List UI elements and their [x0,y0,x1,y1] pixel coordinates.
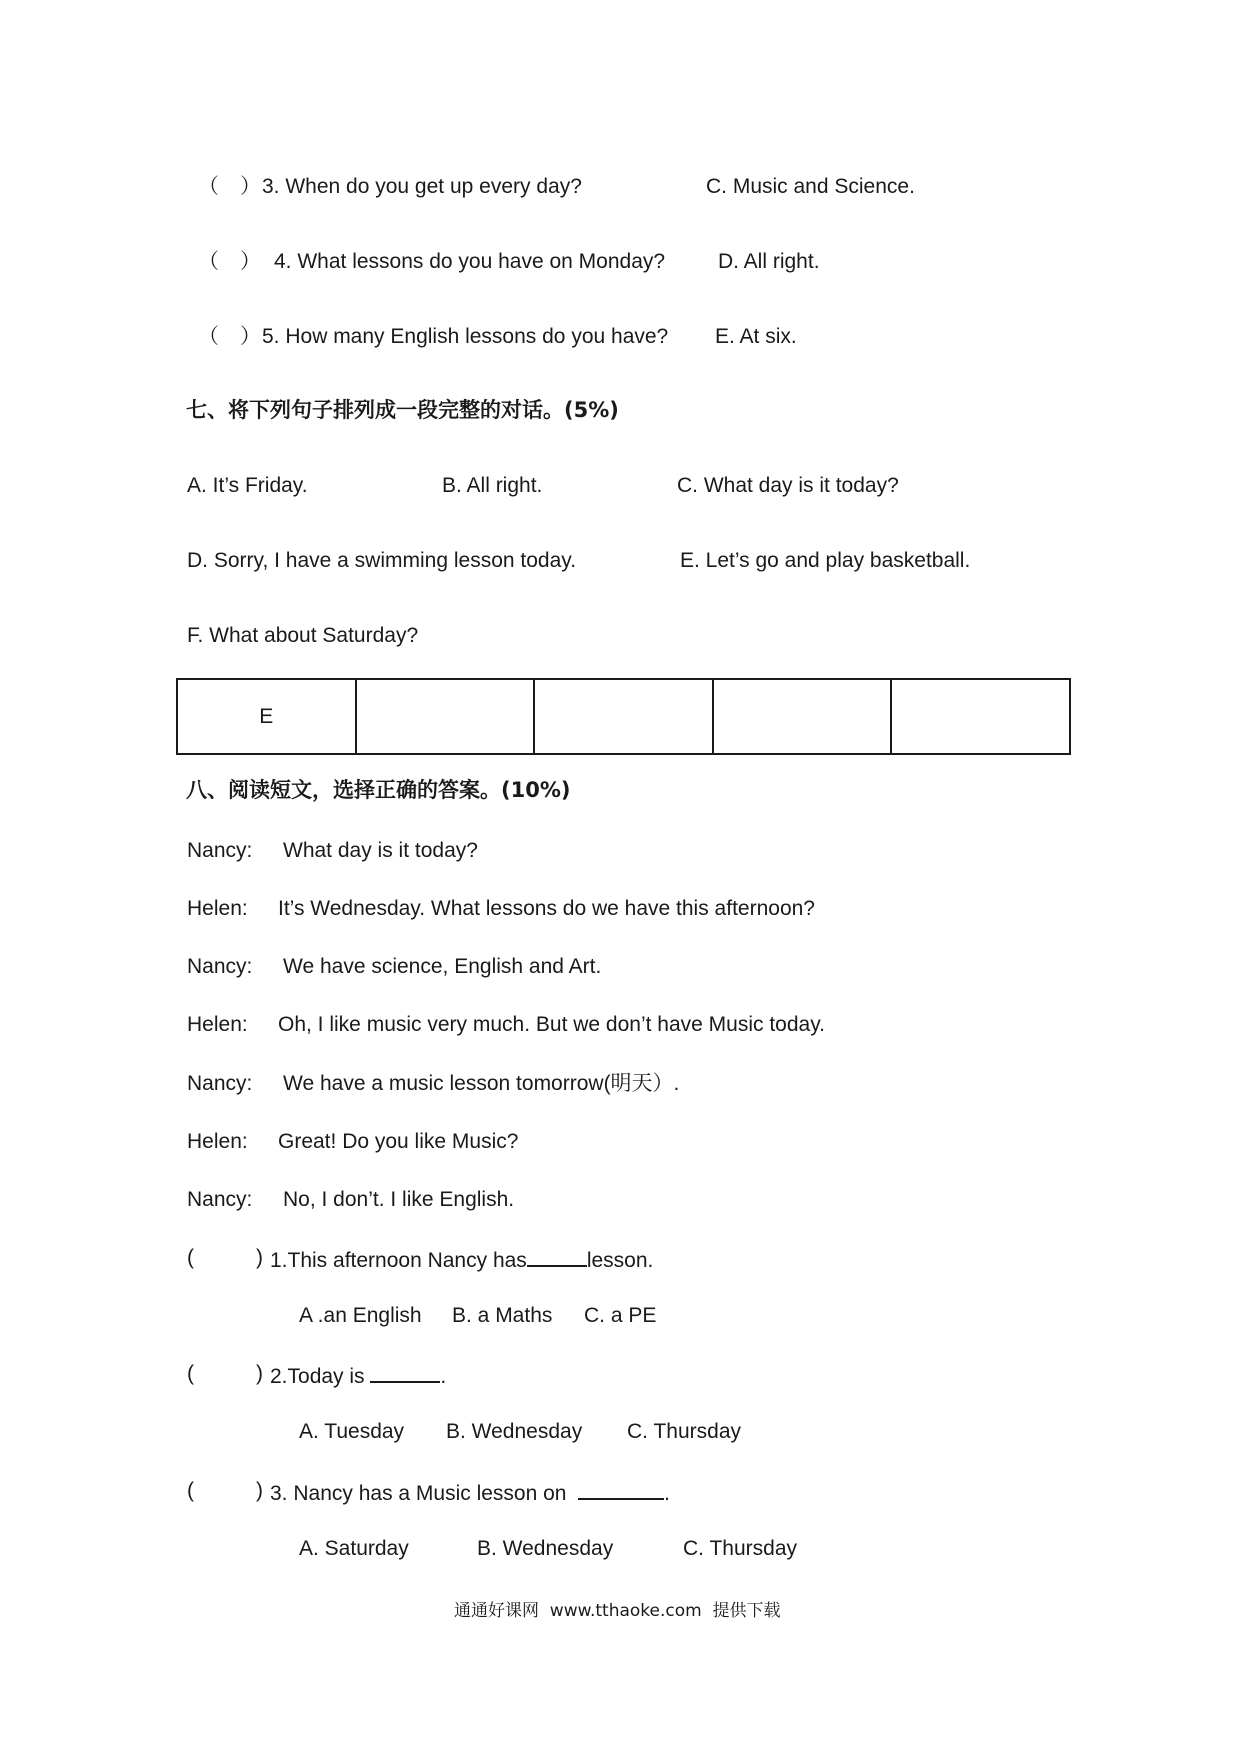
question-text: 3. Nancy has a Music lesson on [270,1482,567,1505]
matching-answer: C. Music and Science. [706,175,915,198]
answer-bracket-close: ) [256,1362,263,1385]
order-answer-table [176,678,1071,755]
dialogue-line: We have a music lesson tomorrow(明天）. [283,1072,680,1095]
section-8-heading: 八、阅读短文，选择正确的答案。(10%) [186,778,571,802]
option-b: B. All right. [442,474,543,497]
order-cell-3[interactable] [534,679,713,754]
question-text-end: . [664,1482,670,1505]
answer-blank[interactable] [527,1247,587,1267]
question-text: 2.Today is [270,1365,365,1388]
dialogue-line: We have science, English and Art. [283,955,602,978]
choice-c: C. Thursday [683,1537,797,1560]
choice-a: A. Saturday [299,1537,409,1560]
dialogue-line: It’s Wednesday. What lessons do we have this afternoon? [278,897,815,920]
question-3 [270,1480,670,1504]
choice-b: B. Wednesday [446,1420,583,1443]
answer-blank[interactable] [370,1363,440,1383]
order-cell-1[interactable]: E [177,679,356,754]
option-e: E. Let’s go and play basketball. [680,549,971,572]
dialogue-speaker: Helen: [187,1013,248,1036]
order-cell-5[interactable] [891,679,1070,754]
answer-bracket-close: ) [256,1246,263,1269]
order-cell-4[interactable] [713,679,892,754]
dialogue-speaker: Helen: [187,1130,248,1153]
dialogue-speaker: Nancy: [187,839,253,862]
answer-bracket-open[interactable]: ( [187,1362,194,1385]
dialogue-line: Great! Do you like Music? [278,1130,519,1153]
question-text: 1.This afternoon Nancy has [270,1249,527,1272]
dialogue-speaker: Nancy: [187,955,253,978]
option-f: F. What about Saturday? [187,624,419,647]
question-2 [270,1363,446,1387]
question-text-end: lesson. [586,1249,654,1272]
matching-question: 4. What lessons do you have on Monday? [274,250,666,273]
matching-answer: E. At six. [715,325,797,348]
dialogue-speaker: Helen: [187,897,248,920]
choice-c: C. Thursday [627,1420,741,1443]
choice-c: C. a PE [584,1304,657,1327]
answer-bracket-close: ) [256,1479,263,1502]
dialogue-line: Oh, I like music very much. But we don’t have Music today. [278,1013,825,1036]
section-7-heading: 七、将下列句子排列成一段完整的对话。(5%) [186,398,619,422]
matching-bracket[interactable]: （ ） [198,250,261,273]
dialogue-speaker: Nancy: [187,1072,253,1095]
choice-a: A. Tuesday [299,1420,405,1443]
answer-bracket-open[interactable]: ( [187,1246,194,1269]
matching-answer: D. All right. [718,250,820,273]
order-cell-2[interactable] [356,679,535,754]
choice-a: A .an English [299,1304,422,1327]
matching-bracket[interactable]: （ ） [198,175,261,198]
dialogue-line: What day is it today? [283,839,478,862]
choice-b: B. a Maths [452,1304,553,1327]
question-text-end: . [440,1365,447,1388]
footer-text: 通通好课网 www.tthaoke.com 提供下载 [454,1601,781,1621]
option-c: C. What day is it today? [677,474,899,497]
dialogue-line: No, I don’t. I like English. [283,1188,515,1211]
option-d: D. Sorry, I have a swimming lesson today. [187,549,577,572]
matching-question: 3. When do you get up every day? [262,175,582,198]
dialogue-speaker: Nancy: [187,1188,253,1211]
answer-bracket-open[interactable]: ( [187,1479,194,1502]
matching-bracket[interactable]: （ ） [198,325,261,348]
question-1 [270,1247,653,1271]
choice-b: B. Wednesday [477,1537,614,1560]
option-a: A. It’s Friday. [187,474,308,497]
answer-blank[interactable] [578,1480,664,1500]
matching-question: 5. How many English lessons do you have? [262,325,669,348]
